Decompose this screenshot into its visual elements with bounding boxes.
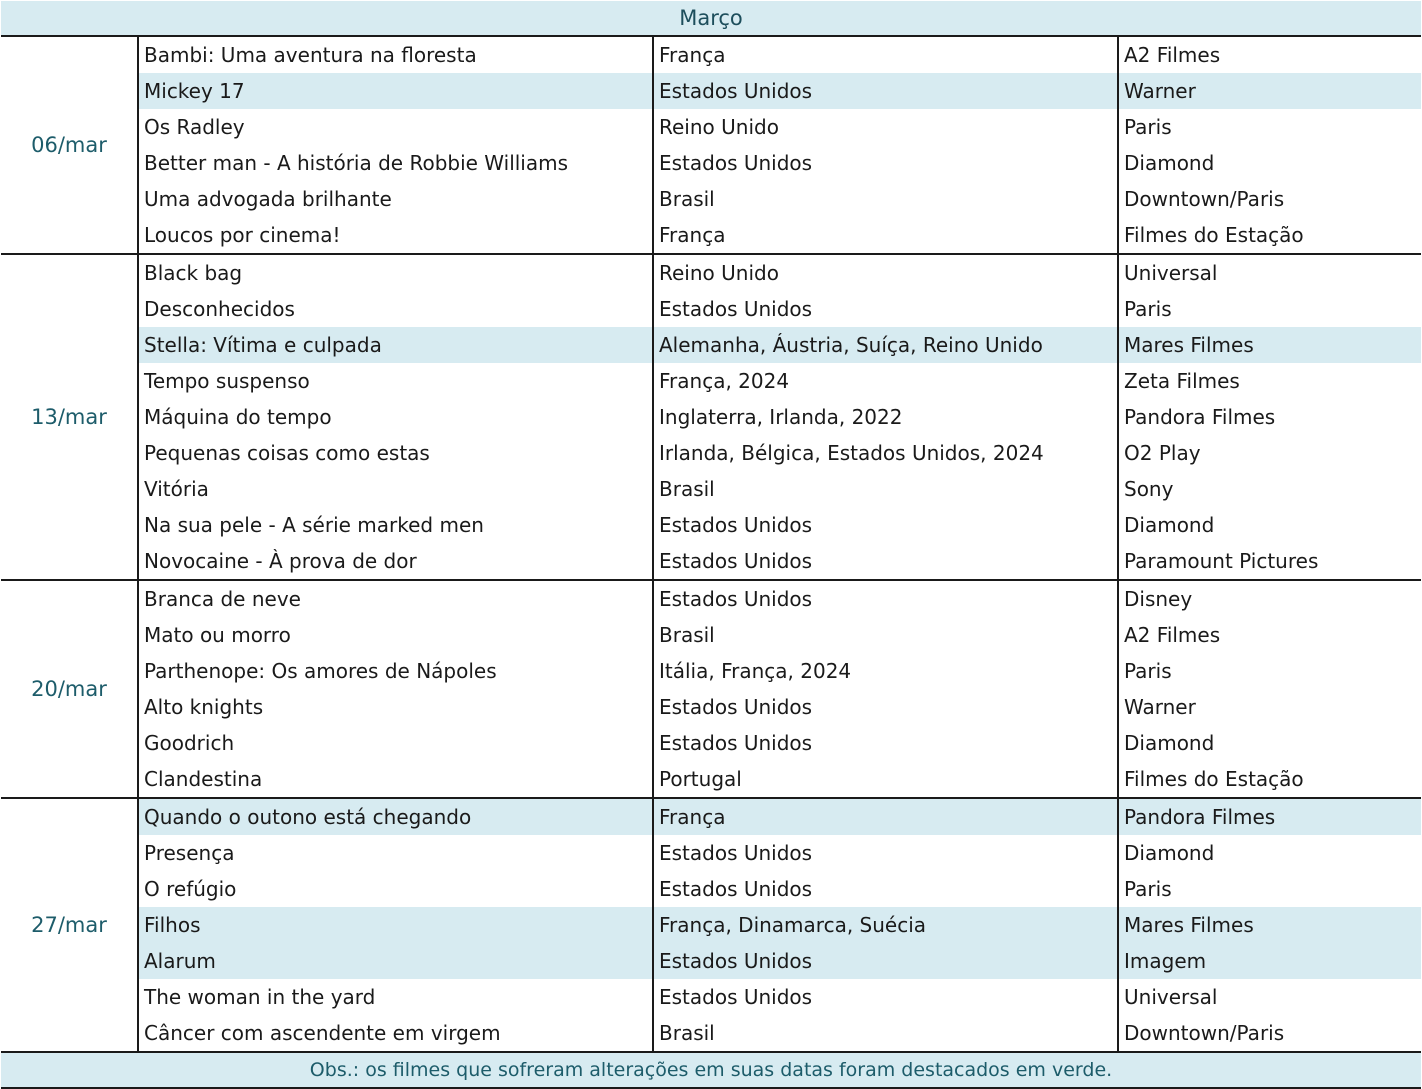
film-title: Better man - A história de Robbie Williams: [138, 145, 653, 181]
film-title: Tempo suspenso: [138, 363, 653, 399]
film-country: Estados Unidos: [653, 689, 1118, 725]
film-title: Alarum: [138, 943, 653, 979]
film-title: Presença: [138, 835, 653, 871]
release-date: 13/mar: [1, 254, 138, 580]
film-title: Quando o outono está chegando: [138, 798, 653, 835]
film-title: Desconhecidos: [138, 291, 653, 327]
film-title: Black bag: [138, 254, 653, 291]
film-country: Estados Unidos: [653, 507, 1118, 543]
film-distributor: A2 Filmes: [1124, 43, 1221, 67]
film-title: Parthenope: Os amores de Nápoles: [138, 653, 653, 689]
film-row: [1, 689, 1421, 725]
film-country: Estados Unidos: [653, 835, 1118, 871]
film-title: Bambi: Uma aventura na floresta: [138, 36, 653, 73]
film-row-highlighted: [1, 943, 1421, 979]
film-title: Na sua pele - A série marked men: [138, 507, 653, 543]
month-header: Março: [1, 1, 1421, 36]
film-title: Uma advogada brilhante: [138, 181, 653, 217]
film-row: [1, 291, 1421, 327]
film-country: Portugal: [653, 761, 1118, 798]
film-row: [1, 617, 1421, 653]
film-country: França, Dinamarca, Suécia: [653, 907, 1118, 943]
film-country: Estados Unidos: [653, 145, 1118, 181]
film-distributor: A2 Filmes: [1124, 623, 1221, 647]
film-title: Pequenas coisas como estas: [138, 435, 653, 471]
film-country: Reino Unido: [653, 254, 1118, 291]
film-distributor: Paris: [1124, 877, 1172, 901]
film-row: [1, 181, 1421, 217]
film-title: Loucos por cinema!: [138, 217, 653, 254]
film-distributor: Diamond: [1124, 513, 1215, 537]
film-distributor: Downtown/Paris: [1124, 1021, 1285, 1045]
film-country: Estados Unidos: [653, 73, 1118, 109]
release-date-group: [1, 798, 1421, 1052]
film-distributor: O2 Play: [1124, 441, 1201, 465]
film-country: Estados Unidos: [653, 725, 1118, 761]
film-distributor: Warner: [1118, 73, 1421, 109]
film-title: The woman in the yard: [138, 979, 653, 1015]
film-country: Estados Unidos: [653, 979, 1118, 1015]
release-date-group: [1, 254, 1421, 580]
film-distributor: Pandora Filmes: [1124, 405, 1276, 429]
film-title: Os Radley: [138, 109, 653, 145]
film-title: Clandestina: [138, 761, 653, 798]
film-row: [1, 653, 1421, 689]
release-date: 06/mar: [1, 36, 138, 254]
film-distributor: Pandora Filmes: [1118, 798, 1421, 835]
film-distributor: Sony: [1124, 477, 1174, 501]
film-distributor: Mares Filmes: [1118, 327, 1421, 363]
film-title: Stella: Vítima e culpada: [138, 327, 653, 363]
film-distributor: Diamond: [1124, 841, 1215, 865]
film-title: Vitória: [138, 471, 653, 507]
film-row: [1, 979, 1421, 1015]
film-country: França: [653, 798, 1118, 835]
film-row: [1, 145, 1421, 181]
film-country: Alemanha, Áustria, Suíça, Reino Unido: [653, 327, 1118, 363]
film-distributor: Filmes do Estação: [1124, 223, 1304, 247]
film-country: Brasil: [653, 1015, 1118, 1052]
film-distributor: Paris: [1124, 659, 1172, 683]
film-title: Goodrich: [138, 725, 653, 761]
film-row-highlighted: [1, 907, 1421, 943]
film-row: [1, 109, 1421, 145]
film-row: [1, 835, 1421, 871]
film-distributor: Warner: [1124, 695, 1196, 719]
film-country: Estados Unidos: [653, 871, 1118, 907]
film-title: Alto knights: [138, 689, 653, 725]
release-date-group: [1, 580, 1421, 798]
film-distributor: Imagem: [1118, 943, 1421, 979]
film-title: Mato ou morro: [138, 617, 653, 653]
release-date: 27/mar: [1, 798, 138, 1052]
film-country: Brasil: [653, 617, 1118, 653]
film-distributor: Paramount Pictures: [1124, 549, 1319, 573]
film-country: Reino Unido: [653, 109, 1118, 145]
film-row: [1, 399, 1421, 435]
film-distributor: Universal: [1124, 985, 1218, 1009]
film-distributor: Disney: [1124, 587, 1193, 611]
film-distributor: Paris: [1124, 297, 1172, 321]
film-distributor: Universal: [1124, 261, 1218, 285]
film-title: Máquina do tempo: [138, 399, 653, 435]
release-date: 20/mar: [1, 580, 138, 798]
film-row-highlighted: [1, 798, 1421, 835]
film-row: [1, 725, 1421, 761]
film-row: [1, 580, 1421, 617]
film-country: Estados Unidos: [653, 943, 1118, 979]
film-title: O refúgio: [138, 871, 653, 907]
film-row: [1, 363, 1421, 399]
film-country: França: [653, 36, 1118, 73]
film-row: [1, 871, 1421, 907]
film-country: Estados Unidos: [653, 580, 1118, 617]
film-row: [1, 471, 1421, 507]
film-country: França: [653, 217, 1118, 254]
film-row: [1, 1015, 1421, 1052]
film-distributor: Zeta Filmes: [1124, 369, 1240, 393]
film-country: Irlanda, Bélgica, Estados Unidos, 2024: [653, 435, 1118, 471]
film-title: Novocaine - À prova de dor: [138, 543, 653, 580]
film-country: Brasil: [653, 471, 1118, 507]
film-distributor: Diamond: [1124, 731, 1215, 755]
film-distributor: Filmes do Estação: [1124, 767, 1304, 791]
film-row-highlighted: [1, 327, 1421, 363]
film-country: França, 2024: [653, 363, 1118, 399]
film-row-highlighted: [1, 73, 1421, 109]
film-country: Brasil: [653, 181, 1118, 217]
film-title: Branca de neve: [138, 580, 653, 617]
film-row: [1, 435, 1421, 471]
film-row: [1, 761, 1421, 798]
footnote: Obs.: os filmes que sofreram alterações em suas datas foram destacados em verde.: [1, 1052, 1421, 1088]
film-title: Filhos: [138, 907, 653, 943]
film-title: Câncer com ascendente em virgem: [138, 1015, 653, 1052]
film-country: Estados Unidos: [653, 543, 1118, 580]
film-country: Estados Unidos: [653, 291, 1118, 327]
film-distributor: Diamond: [1124, 151, 1215, 175]
release-date-group: [1, 36, 1421, 254]
release-schedule-table: [1, 1, 1421, 1089]
film-country: Inglaterra, Irlanda, 2022: [653, 399, 1118, 435]
film-row: [1, 36, 1421, 73]
film-distributor: Mares Filmes: [1118, 907, 1421, 943]
film-row: [1, 507, 1421, 543]
film-row: [1, 543, 1421, 580]
film-country: Itália, França, 2024: [653, 653, 1118, 689]
film-distributor: Paris: [1124, 115, 1172, 139]
film-title: Mickey 17: [138, 73, 653, 109]
film-distributor: Downtown/Paris: [1124, 187, 1285, 211]
film-row: [1, 217, 1421, 254]
film-row: [1, 254, 1421, 291]
